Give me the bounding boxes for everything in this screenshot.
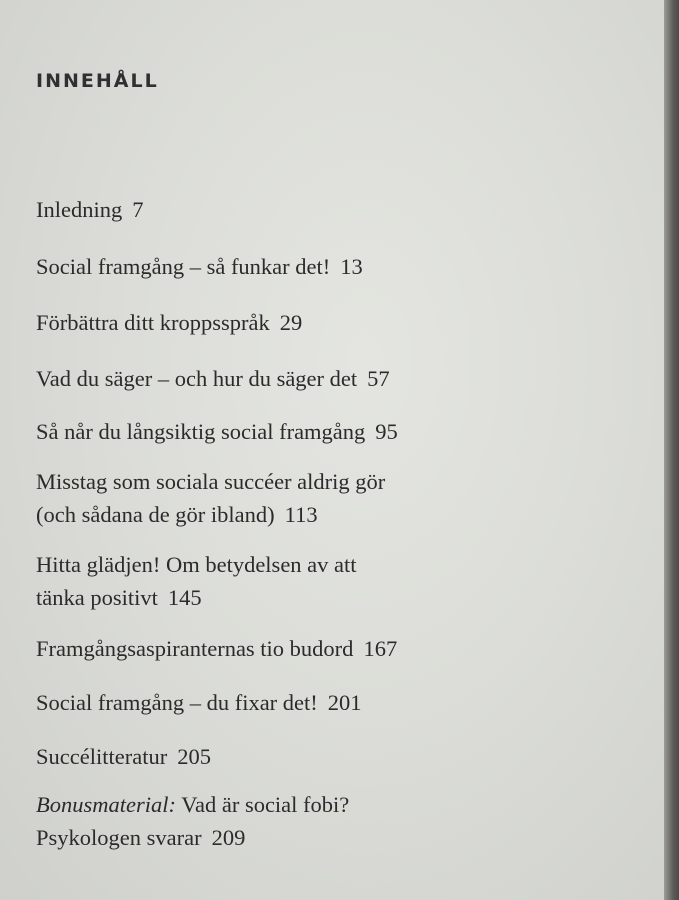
toc-entry-title: Så når du långsiktig social framgång [36, 419, 366, 444]
toc-entry-bonusmaterial [36, 788, 636, 854]
toc-entry-title: Misstag som sociala succéer aldrig gör [36, 469, 386, 494]
toc-entry-title: Framgångsaspiranternas tio budord [36, 636, 354, 661]
page-title: INNEHÅLL [36, 70, 159, 92]
toc-entry-page: 113 [284, 502, 318, 527]
toc-entry-kroppssprak [36, 306, 636, 339]
toc-entry-title-cont: tänka positivt [36, 585, 158, 610]
toc-entry-page: 29 [279, 310, 303, 335]
toc-entry-page: 95 [375, 419, 398, 444]
toc-entry-title: Social framgång – så funkar det! [36, 254, 331, 279]
toc-entry-succelitteratur [36, 740, 636, 773]
toc-entry-title: Vad du säger – och hur du säger det [36, 366, 358, 391]
toc-entry-langsiktig [36, 415, 636, 448]
toc-entry-page: 13 [340, 254, 363, 279]
toc-entry-social-framgang [36, 250, 636, 283]
toc-entry-title: Succélitteratur [36, 744, 168, 769]
toc-entry-page: 201 [327, 690, 362, 715]
toc-entry-page: 57 [367, 366, 390, 391]
toc-entry-title: Social framgång – du fixar det! [36, 690, 318, 715]
toc-entry-title-cont: Psykologen svarar [36, 825, 202, 850]
toc-entry-page: 205 [177, 744, 211, 769]
toc-entry-title: Hitta glädjen! Om betydelsen av att [36, 552, 357, 577]
toc-entry-inledning [36, 193, 636, 226]
toc-entry-tio-budord [36, 632, 636, 665]
toc-entry-page: 167 [363, 636, 398, 661]
toc-entry-du-fixar-det [36, 686, 636, 719]
toc-entry-page: 7 [132, 197, 144, 222]
page-edge [664, 0, 679, 900]
toc-entry-hitta-gladjen [36, 548, 636, 614]
toc-entry-title: Förbättra ditt kroppsspråk [36, 310, 270, 335]
toc-entry-title: Vad är social fobi? [181, 792, 350, 817]
toc-entry-page: 145 [167, 585, 202, 610]
toc-entry-title-cont: (och sådana de gör ibland) [36, 502, 275, 527]
toc-entry-title: Inledning [36, 197, 123, 222]
toc-entry-vad-du-sager [36, 362, 636, 395]
toc-entry-prefix: Bonusmaterial: [36, 792, 176, 817]
toc-entry-page: 209 [211, 825, 246, 850]
toc-entry-misstag [36, 465, 636, 531]
